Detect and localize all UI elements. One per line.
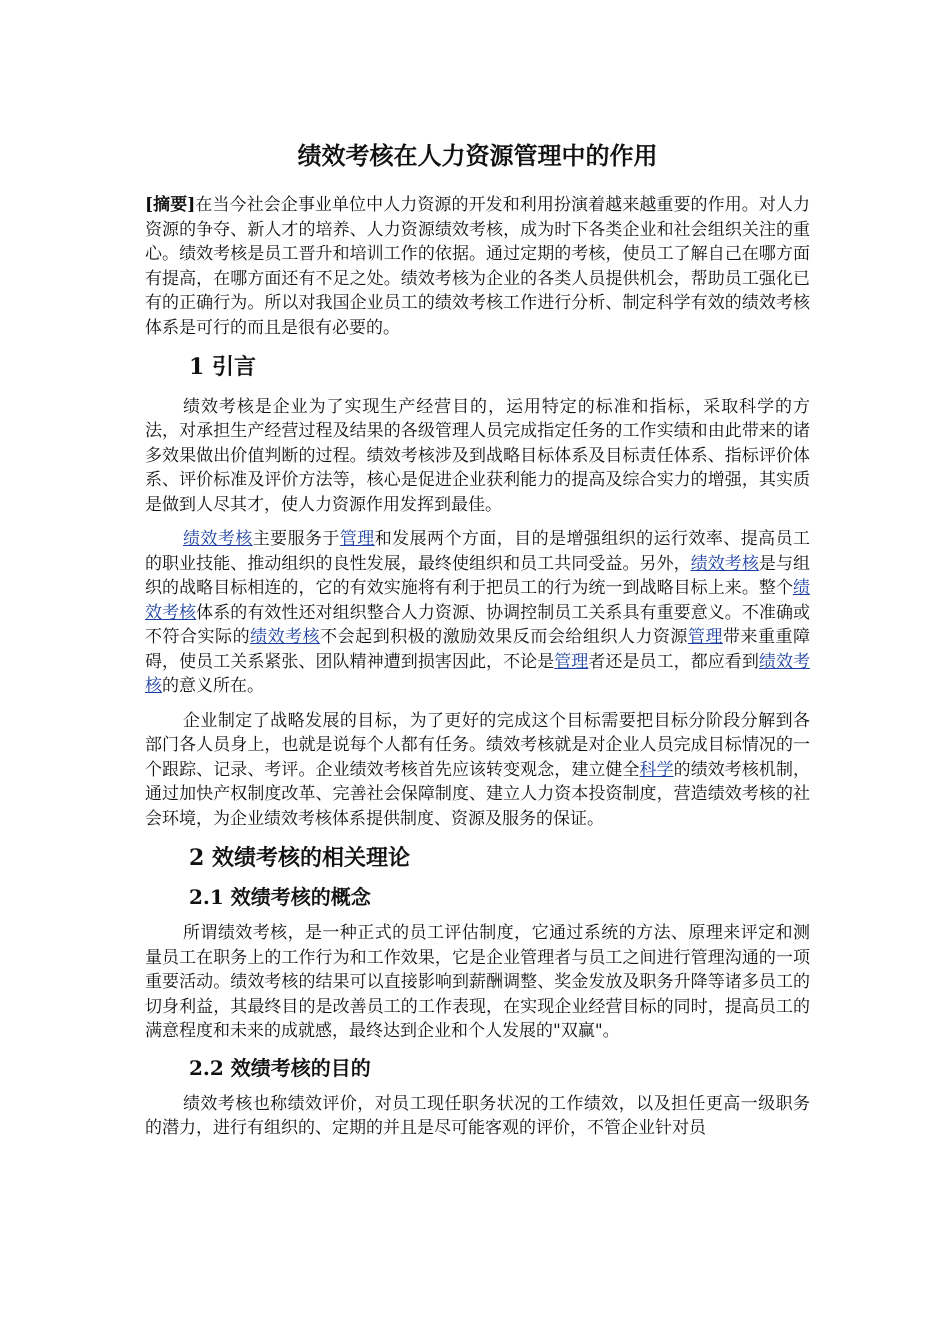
section-1-paragraph-1: 绩效考核是企业为了实现生产经营目的，运用特定的标准和指标，采取科学的方法，对承担生产经营过程及结果的各级管理人员完成指定任务的工作实绩和由此带来的诸多效果做出价值判断的过程。绩效考核涉及到战略目标体系及目标责任体系、指标评价体系、评价标准及评价方法等，核心是促进企业获利能力的提高及综合实力的增强，其实质是做到人尽其才，使人力资源作用发挥到最佳。 — [145, 396, 810, 515]
text-run: 主要服务于 — [252, 529, 340, 550]
text-run: 企业制定了战略发展的目标，为了更好的完成这个目标需要把目标分阶段分解到各部门各人员身上，也就是说每个人都有任务。绩效考核就是对企业人员完成目标情况的一个跟踪、记录、考评。企业绩效考核首先应该转变观念，建立健全 — [145, 710, 810, 780]
section-1-paragraph-2 — [145, 527, 810, 699]
section-2-1-paragraph: 所谓绩效考核，是一种正式的员工评估制度，它通过系统的方法、原理来评定和测量员工在职务上的工作行为和工作效果，它是企业管理者与员工之间进行管理沟通的一项重要活动。绩效考核的结果可以直接影响到薪酬调整、奖金发放及职务升降等诸多员工的切身利益，其最终目的是改善员工的工作表现，在实现企业经营目标的同时，提高员工的满意程度和未来的成就感，最终达到企业和个人发展的"双赢"。 — [145, 923, 810, 1042]
abstract-paragraph — [145, 193, 810, 340]
section-2-heading: 2 效绩考核的相关理论 — [189, 845, 410, 872]
document-title: 绩效考核在人力资源管理中的作用 — [297, 141, 658, 170]
text-run: 带来重重障碍，使员工关系紧张、团队精神遭到损害因此，不论是 — [145, 627, 811, 672]
text-run: 不会起到积极的激励效果反而会给组织人力资源 — [320, 627, 688, 648]
link-performance-appraisal[interactable]: 绩效考核 — [145, 651, 811, 697]
link-performance-appraisal[interactable]: 绩效考核 — [183, 529, 253, 550]
abstract-label: [摘要] — [145, 195, 196, 216]
link-science[interactable]: 科学 — [639, 759, 674, 780]
section-1-heading: 1 引言 — [189, 354, 256, 381]
abstract-text: 在当今社会企事业单位中人力资源的开发和利用扮演着越来越重要的作用。对人力资源的争夺、新人才的培养、人力资源绩效考核，成为时下各类企业和社会组织关注的重心。绩效考核是员工晋升和培训工作的依据。通过定期的考核，使员工了解自己在哪方面有提高，在哪方面还有不足之处。绩效考核为企业的各类人员提供机会，帮助员工强化已有的正确行为。所以对我国企业员工的绩效考核工作进行分析、制定科学有效的绩效考核体系是可行的而且是很有必要的。 — [145, 195, 810, 338]
section-1-paragraph-3 — [145, 709, 810, 832]
link-performance-appraisal[interactable]: 绩效考核 — [690, 553, 759, 574]
link-management[interactable]: 管理 — [687, 627, 723, 648]
text-run: 的绩效考核机制，通过加快产权制度改革、完善社会保障制度、建立人力资本投资制度，营造绩效考核的社会环境，为企业绩效考核体系提供制度、资源及服务的保证。 — [145, 759, 811, 829]
section-2-1-heading: 2.1 效绩考核的概念 — [189, 885, 371, 910]
link-performance-appraisal[interactable]: 绩效考核 — [145, 578, 810, 623]
link-management[interactable]: 管理 — [339, 529, 375, 550]
section-2-2-heading: 2.2 效绩考核的目的 — [189, 1055, 371, 1080]
section-2-2-paragraph: 绩效考核也称绩效评价，对员工现任职务状况的工作绩效，以及担任更高一级职务的潜力，进行有组织的、定期的并且是尽可能客观的评价，不管企业针对员 — [145, 1093, 810, 1139]
text-run: 是与组织的战略目标相连的，它的有效实施将有利于把员工的行为统一到战略目标上来。整个 — [145, 553, 811, 599]
text-run: 和发展两个方面，目的是增强组织的运行效率、提高员工的职业技能、推动组织的良性发展，最终使组织和员工共同受益。另外， — [145, 529, 811, 574]
text-run: 者还是员工，都应看到 — [588, 651, 759, 672]
link-performance-appraisal[interactable]: 绩效考核 — [250, 627, 321, 648]
text-run: 体系的有效性还对组织整合人力资源、协调控制员工关系具有重要意义。不准确或不符合实际的 — [145, 602, 811, 648]
document-page — [145, 140, 810, 1141]
text-run: 的意义所在。 — [162, 676, 264, 697]
link-management[interactable]: 管理 — [554, 651, 589, 672]
